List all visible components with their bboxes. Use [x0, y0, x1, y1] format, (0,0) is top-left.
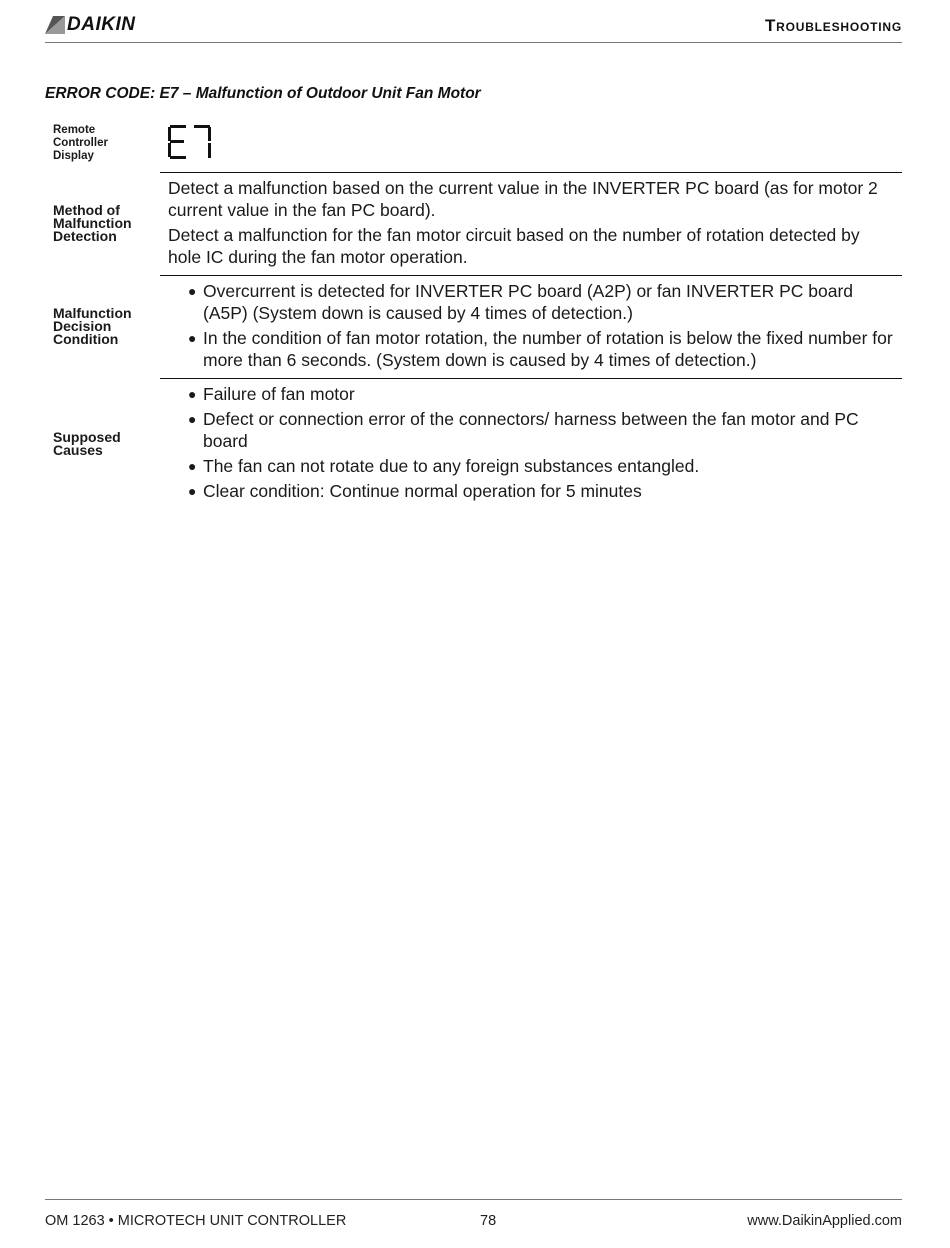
method-of-detection-row	[45, 172, 902, 275]
method-of-detection-label	[45, 172, 160, 275]
remote-controller-label	[45, 118, 160, 172]
daikin-logo-icon	[45, 16, 65, 34]
bullet-icon: ●	[188, 411, 197, 427]
label-line: Causes	[53, 441, 103, 458]
list-item-text: In the condition of fan motor rotation, the number of rotation is below the fixed number for more than 6 seconds. (System down is caused by 4 times of detection.)	[203, 328, 893, 370]
list-item	[168, 455, 894, 477]
document-id: OM 1263 • MICROTECH UNIT CONTROLLER	[45, 1213, 347, 1229]
list-item	[168, 383, 894, 405]
bullet-icon: ●	[188, 330, 197, 346]
brand-name: DAIKIN	[67, 14, 136, 35]
list-item-text: Defect or connection error of the connectors/ harness between the fan motor and PC board	[203, 409, 859, 451]
remote-controller-row	[45, 118, 902, 172]
list-item-text: The fan can not rotate due to any foreign substances entangled.	[203, 456, 700, 476]
label-line: Malfunction	[53, 305, 132, 321]
bullet-icon: ●	[188, 386, 197, 402]
decision-condition-label	[45, 275, 160, 378]
label-line: Controller	[53, 137, 108, 149]
page-footer	[45, 1199, 902, 1240]
list-item	[168, 480, 894, 502]
list-item	[168, 408, 894, 452]
e7-segment-code-icon	[168, 124, 216, 160]
label-line: Display	[53, 150, 94, 162]
bullet-icon: ●	[188, 483, 197, 499]
website-link[interactable]: www.DaikinApplied.com	[747, 1213, 902, 1229]
list-item	[168, 280, 894, 324]
supposed-causes-row	[45, 378, 902, 509]
label-line: Supposed	[53, 428, 121, 445]
detection-paragraph: Detect a malfunction based on the current value in the INVERTER PC board (as for motor 2 current value in the fan PC board).	[168, 178, 878, 220]
list-item-text: Overcurrent is detected for INVERTER PC board (A2P) or fan INVERTER PC board (A5P) (System down is caused by 4 times of detection.)	[203, 281, 854, 323]
label-line: Detection	[53, 228, 117, 244]
detection-paragraph: Detect a malfunction for the fan motor circuit based on the number of rotation detected by hole IC during the fan motor operation.	[168, 225, 860, 267]
page-number: 78	[480, 1213, 497, 1229]
label-line: Malfunction	[53, 215, 132, 231]
error-code-table	[45, 118, 902, 509]
label-line: Method of	[53, 202, 120, 218]
page-header	[45, 12, 902, 43]
bullet-icon: ●	[188, 283, 197, 299]
bullet-icon: ●	[188, 458, 197, 474]
list-item-text: Clear condition: Continue normal operation for 5 minutes	[203, 481, 642, 501]
daikin-logo	[45, 14, 135, 36]
seven-segment-display	[168, 120, 894, 164]
label-line: Decision	[53, 318, 112, 334]
remote-controller-display	[160, 118, 902, 172]
decision-condition-content	[160, 275, 902, 378]
list-item-text: Failure of fan motor	[203, 384, 355, 404]
method-of-detection-content	[160, 172, 902, 275]
supposed-causes-label	[45, 378, 160, 509]
list-item	[168, 327, 894, 371]
decision-condition-row	[45, 275, 902, 378]
label-line: Remote	[53, 124, 96, 136]
supposed-causes-content	[160, 378, 902, 509]
label-line: Condition	[53, 331, 119, 347]
section-title: Troubleshooting	[764, 16, 902, 35]
page-title: ERROR CODE: E7 – Malfunction of Outdoor Unit Fan Motor	[45, 85, 481, 102]
